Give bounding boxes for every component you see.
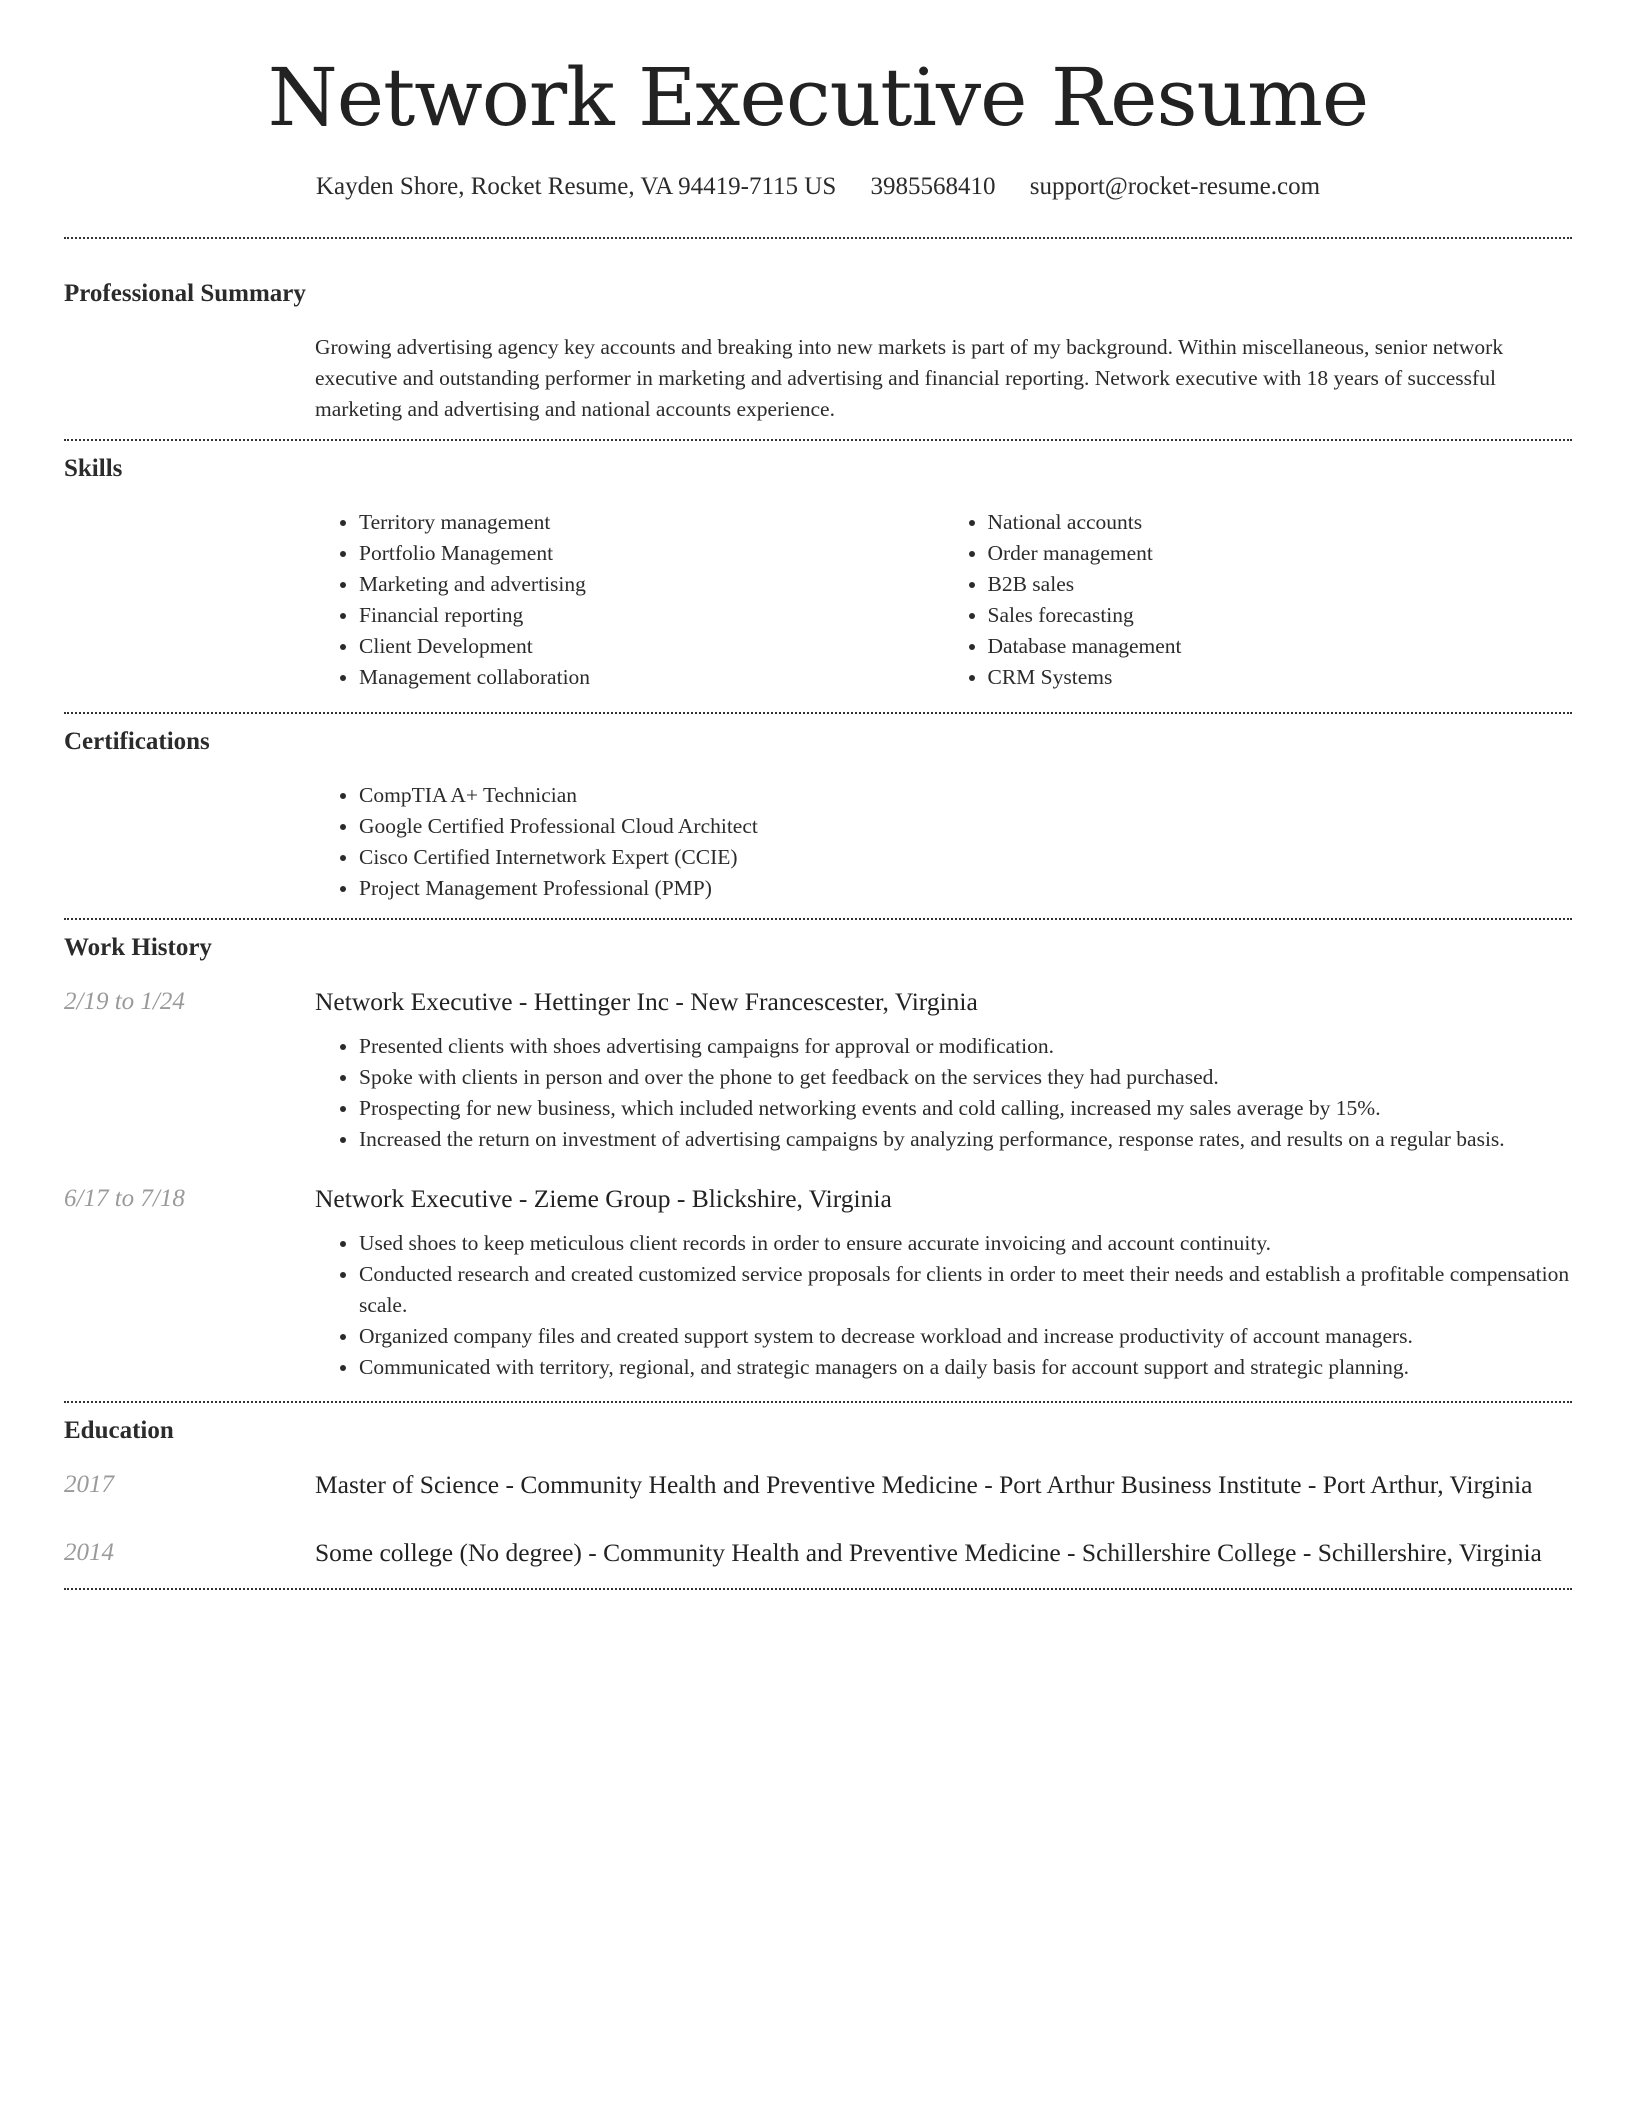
job-entry bbox=[64, 984, 1572, 1155]
contact-email: support@rocket-resume.com bbox=[1029, 173, 1321, 200]
education-school: - Schillershire College - Schillershire, Virginia bbox=[1060, 1538, 1542, 1567]
divider bbox=[64, 237, 1572, 239]
certification-item: • Google Certified Professional Cloud Architect bbox=[359, 811, 1572, 842]
certification-item: • CompTIA A+ Technician bbox=[359, 780, 1572, 811]
job-bullet: • Used shoes to keep meticulous client records in order to ensure accurate invoicing and account continuity. bbox=[359, 1228, 1572, 1259]
page-title: Network Executive Resume bbox=[267, 51, 1369, 144]
divider bbox=[64, 1588, 1572, 1590]
contact-phone: 3985568410 bbox=[870, 173, 996, 200]
education-degree: Master of Science - Community Health and Preventive Medicine bbox=[315, 1470, 978, 1499]
job-bullets bbox=[315, 1228, 1572, 1383]
contact-line bbox=[64, 173, 1572, 201]
skills-column-left bbox=[315, 507, 944, 693]
education-degree: Some college (No degree) - Community Health and Preventive Medicine bbox=[315, 1538, 1061, 1567]
divider bbox=[64, 1401, 1572, 1403]
summary-text: Growing advertising agency key accounts and breaking into new markets is part of my background. Within miscellaneous, senior network executive and outstanding performer in marketing and advertising and financial reporting. Network executive with 18 years of successful marketing and advertising and national accounts experience. bbox=[315, 335, 1504, 421]
certification-item: • Cisco Certified Internetwork Expert (CCIE) bbox=[359, 842, 1572, 873]
skill-item: • Database management bbox=[988, 631, 1573, 662]
job-bullet: • Presented clients with shoes advertising campaigns for approval or modification. bbox=[359, 1031, 1572, 1062]
skill-item: • National accounts bbox=[988, 507, 1573, 538]
skill-item: • Portfolio Management bbox=[359, 538, 944, 569]
contact-address: Kayden Shore, Rocket Resume, VA 94419-7115 US bbox=[315, 173, 837, 200]
skill-item: • CRM Systems bbox=[988, 662, 1573, 693]
job-bullet: • Conducted research and created customized service proposals for clients in order to meet their needs and establish a profitable compensation scale. bbox=[359, 1259, 1572, 1321]
skill-item: • Marketing and advertising bbox=[359, 569, 944, 600]
skill-item: • B2B sales bbox=[988, 569, 1573, 600]
skill-item: • Client Development bbox=[359, 631, 944, 662]
divider bbox=[64, 439, 1572, 441]
job-title: Network Executive - Hettinger Inc - New Francescester, Virginia bbox=[315, 987, 978, 1016]
job-dates: 6/17 to 7/18 bbox=[64, 1185, 185, 1212]
skill-item: • Management collaboration bbox=[359, 662, 944, 693]
education-heading: Education bbox=[64, 1417, 174, 1444]
divider bbox=[64, 712, 1572, 714]
certification-item: • Project Management Professional (PMP) bbox=[359, 873, 1572, 904]
skills-list bbox=[315, 507, 1572, 693]
resume-page bbox=[64, 0, 1572, 1590]
skill-item: • Financial reporting bbox=[359, 600, 944, 631]
education-entry bbox=[64, 1467, 1572, 1503]
job-title: Network Executive - Zieme Group - Blickshire, Virginia bbox=[315, 1184, 892, 1213]
work-history-heading: Work History bbox=[64, 934, 212, 961]
education-year: 2014 bbox=[64, 1539, 114, 1566]
skills-column-right bbox=[944, 507, 1573, 693]
job-bullet: • Spoke with clients in person and over the phone to get feedback on the services they had purchased. bbox=[359, 1062, 1572, 1093]
education-entry bbox=[64, 1535, 1572, 1571]
certifications-list bbox=[315, 780, 1572, 904]
education-year: 2017 bbox=[64, 1471, 114, 1498]
skill-item: • Sales forecasting bbox=[988, 600, 1573, 631]
job-bullet: • Communicated with territory, regional, and strategic managers on a daily basis for account support and strategic planning. bbox=[359, 1352, 1572, 1383]
job-entry bbox=[64, 1181, 1572, 1383]
job-bullet: • Prospecting for new business, which included networking events and cold calling, increased my sales average by 15%. bbox=[359, 1093, 1572, 1124]
job-bullets bbox=[315, 1031, 1572, 1155]
education-school: - Port Arthur Business Institute - Port Arthur, Virginia bbox=[977, 1470, 1533, 1499]
skill-item: • Order management bbox=[988, 538, 1573, 569]
certifications-heading: Certifications bbox=[64, 728, 210, 755]
summary-heading: Professional Summary bbox=[64, 280, 306, 307]
skill-item: • Territory management bbox=[359, 507, 944, 538]
skills-heading: Skills bbox=[64, 455, 123, 482]
job-bullet: • Increased the return on investment of advertising campaigns by analyzing performance, response rates, and results on a regular basis. bbox=[359, 1124, 1572, 1155]
divider bbox=[64, 918, 1572, 920]
job-bullet: • Organized company files and created support system to decrease workload and increase productivity of account managers. bbox=[359, 1321, 1572, 1352]
job-dates: 2/19 to 1/24 bbox=[64, 988, 185, 1015]
